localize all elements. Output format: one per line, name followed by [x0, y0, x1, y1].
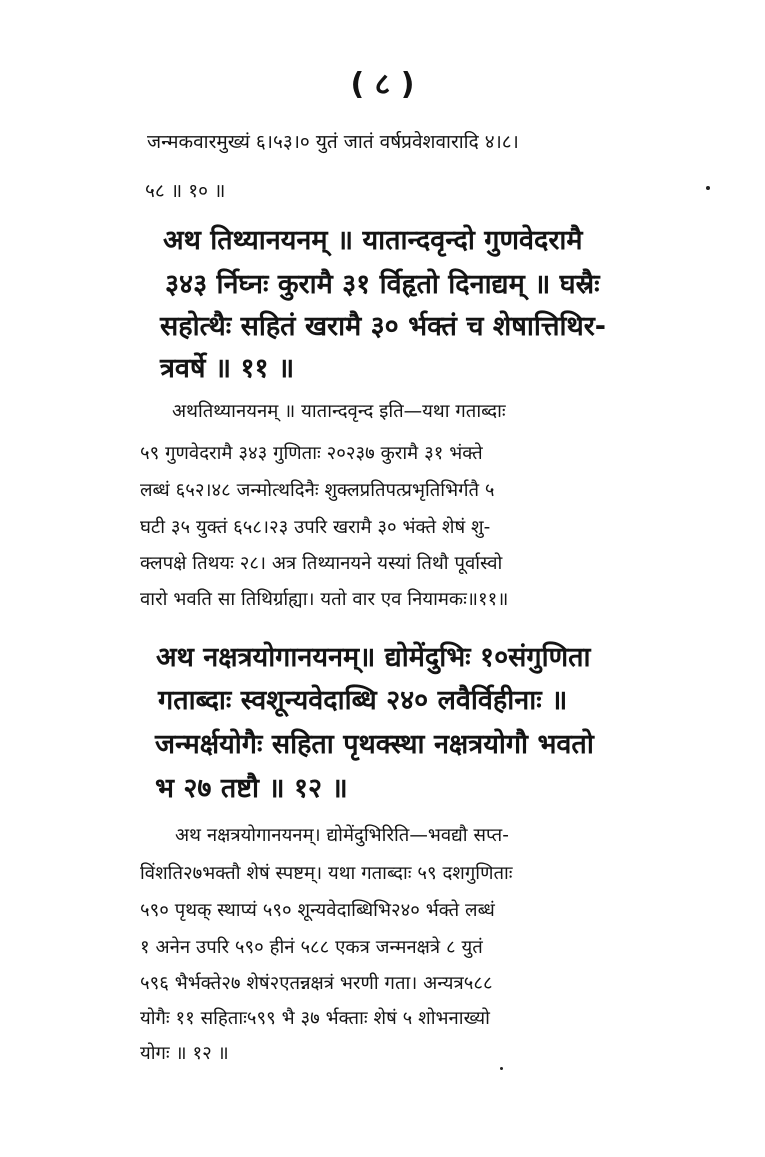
comm-11-line-5: क्लपक्षे तिथयः २८। अत्र तिथ्यानयने यस्यां तिथौ पूर्वास्वो	[140, 553, 503, 574]
comm-11-line-2: ५९ गुणवेदरामै ३४३ गुणिताः २०२३७ कुरामै ३१ भंक्ते	[140, 443, 483, 464]
verse-11-line-3: सहोत्थैः सहितं खरामै ३० र्भक्तं च शेषात्तिथिर-	[160, 311, 606, 342]
comm-12-line-4: १ अनेन उपरि ५९० हीनं ५८८ एकत्र जन्मनक्षत्रे ८ युतं	[140, 937, 483, 958]
comm-11-line-3: लब्धं ६५२।४८ जन्मोत्थदिनैः शुक्लप्रतिपत्प्रभृतिभिर्गतै ५	[140, 480, 495, 501]
comm-12-line-5: ५९६ भैर्भक्ते२७ शेषं२एतन्नक्षत्रं भरणी गता। अन्यत्र५८८	[140, 973, 493, 994]
page-number: ( ८ )	[350, 67, 415, 102]
verse-11-line-4: त्रवर्षे ॥ ११ ॥	[160, 353, 295, 384]
comm-11-line-1: अथतिथ्यानयनम् ॥ यातान्दवृन्द इति—यथा गताब्दाः	[172, 401, 506, 422]
verse-11-line-2: ३४३ र्निघ्नः कुरामै ३१ र्विहृतो दिनाद्यम् ॥ घस्रैः	[165, 269, 600, 300]
ink-speck	[500, 1067, 503, 1070]
verse-12-line-2: गताब्दाः स्वशून्यवेदाब्धि २४० लवैर्विहीनाः ॥	[158, 685, 568, 716]
verse-12-line-4: भ २७ तष्टौ ॥ १२ ॥	[155, 773, 348, 804]
comm-12-line-6: योगैः ११ सहिताः५९९ भै ३७ र्भक्ताः शेषं ५ शोभनाख्यो	[140, 1008, 490, 1029]
verse-12-line-1: अथ नक्षत्रयोगानयनम्॥ द्योमेंदुभिः १०संगुणिता	[156, 642, 591, 673]
comm-12-line-2: विंशति२७भक्तौ शेषं स्पष्टम्। यथा गताब्दाः ५९ दशगुणिताः	[140, 863, 513, 884]
comm-12-line-3: ५९० पृथक् स्थाप्यं ५९० शून्यवेदाब्धिभि२४० र्भक्ते लब्धं	[140, 900, 495, 921]
verse-11-line-1: अथ तिथ्यानयनम् ॥ यातान्दवृन्दो गुणवेदरामै	[163, 225, 583, 256]
comm-12-line-7: योगः ॥ १२ ॥	[140, 1043, 229, 1064]
ink-speck	[706, 186, 710, 190]
intro-line-2: ५८ ॥ १० ॥	[145, 180, 226, 202]
comm-11-line-6: वारो भवति सा तिथिर्ग्राह्या। यतो वार एव नियामकः॥११॥	[140, 589, 509, 610]
comm-11-line-4: घटी ३५ युक्तं ६५८।२३ उपरि खरामै ३० भंक्ते शेषं शु-	[140, 517, 491, 538]
verse-12-line-3: जन्मर्क्षयोगैः सहिता पृथक्स्था नक्षत्रयोगौ भवतो	[155, 729, 594, 760]
comm-12-line-1: अथ नक्षत्रयोगानयनम्। द्योमेंदुभिरिति—भवद्यौ सप्त-	[175, 825, 509, 846]
intro-line-1: जन्मकवारमुख्यं ६।५३।० युतं जातं वर्षप्रवेशवारादि ४।८।	[147, 131, 519, 153]
